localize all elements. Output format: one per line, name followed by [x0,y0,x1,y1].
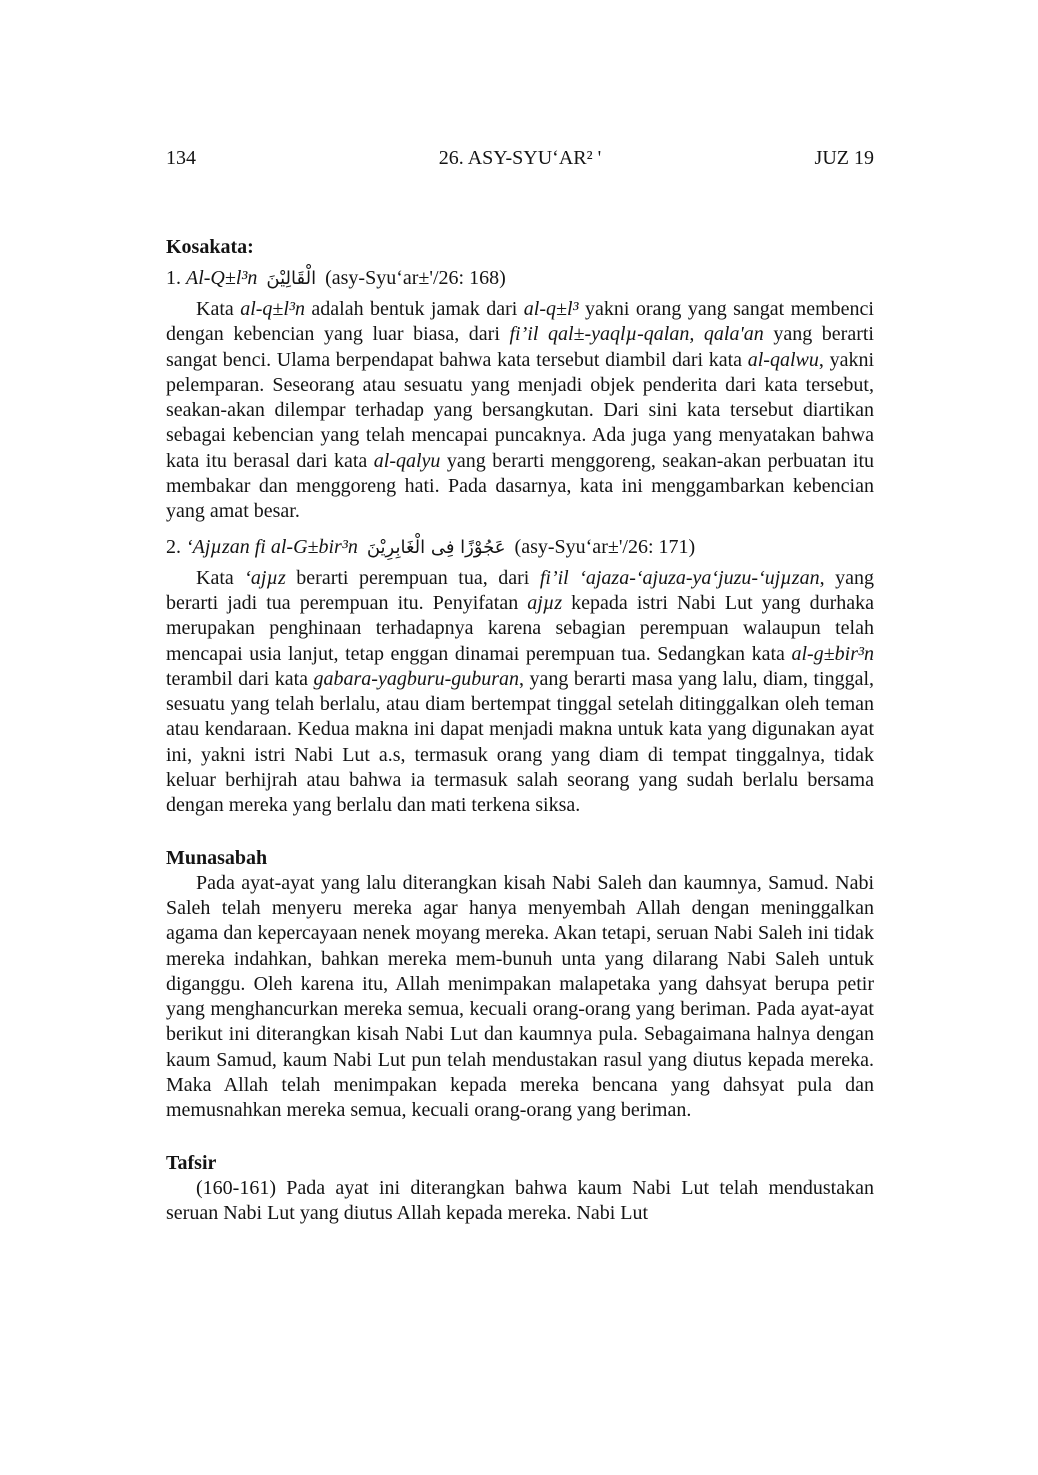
italic-term: ajµz [527,591,563,614]
page [166,145,874,1226]
tafsir-paragraph: (160-161) Pada ayat ini diterangkan bahwa kaum Nabi Lut telah mendustakan seruan Nabi Lut yang diutus Allah kepada mereka. Nabi Lut [166,1176,874,1224]
juz-label: JUZ 19 [814,147,874,169]
vocab-term-number: 1. [166,267,181,289]
italic-term: al-qalyu [373,449,441,472]
vocab-term-arabic: عَجُوْزًا فِى الْغَابِرِيْنَ [366,536,506,558]
vocab-term-2 [166,535,874,560]
vocab-term-number: 2. [166,535,181,558]
kosakata-heading: Kosakata: [166,236,254,258]
vocab-term-arabic: الْقَالِيْنَ [266,268,317,289]
vocab-definition-1: Kata al-q±l³n adalah bentuk jamak dari al-q±l³ yakni orang yang sangat membenci dengan kebencian yang luar biasa, dari fi’il qal±-yaqlµ-qalan, qala'an yang berarti sangat benci. Ulama berpendapat bahwa kata tersebut diambil dari kata al-qalwu, yakni pelemparan. Seseorang atau sesuatu yang menjadi objek penderita dari kata tersebut, seakan-akan dilempar terhadap yang bersangkutan. Dari sini kata tersebut diartikan sebagai kebencian yang telah mencapai puncaknya. Ada juga yang menyatakan bahwa kata itu berasal dari kata al-qalyu yang berarti menggoreng, seakan-akan perbuatan itu membakar dan menggoreng hati. Pada dasarnya, kata ini menggambarkan kebencian yang amat besar. [166,298,875,523]
italic-term: al-qalwu [747,348,819,371]
vocab-term-transliteration: ‘Ajµzan fi al-G±bir³n [186,535,358,558]
italic-term: ‘ajµz [244,566,286,589]
vocab-term-1 [166,266,874,291]
vocab-term-reference: (asy-Syu‘ar±'/26: 168) [325,267,506,289]
running-header [166,145,874,175]
munasabah-paragraph: Pada ayat-ayat yang lalu diterangkan kisah Nabi Saleh dan kaumnya, Samud. Nabi Saleh telah menyeru mereka agar hanya menyembah Allah dengan meninggalkan agama dan kepercayaan nenek moyang mereka. Akan tetapi, seruan Nabi Saleh ini tidak mereka indahkan, bahkan mereka mem-bunuh unta yang dilarang Nabi Saleh untuk diganggu. Oleh karena itu, Allah menimpakan malapetaka yang dahsyat berupa petir yang menghancurkan mereka semua, kecuali orang-orang yang beriman. Pada ayat-ayat berikut ini diterangkan kisah Nabi Lut dan kaumnya pula. Sebagaimana halnya dengan kaum Samud, kaum Nabi Lut pun telah mendustakan rasul yang diutus kepada mereka. Maka Allah telah menimpakan kepada mereka bencana yang dahsyat pula dan memusnahkan mereka semua, kecuali orang-orang yang beriman. [166,871,874,1122]
chapter-title: 26. ASY-SYU‘AR² ' [438,147,602,169]
tafsir-heading: Tafsir [166,1151,217,1174]
italic-term: al-q±l³n [240,298,305,320]
italic-term: gabara-yagburu-guburan [313,667,520,690]
vocab-term-transliteration: Al-Q±l³n [186,267,258,289]
munasabah-heading: Munasabah [166,846,268,869]
italic-term: al-q±l³ [523,298,579,320]
vocab-term-reference: (asy-Syu‘ar±'/26: 171) [514,535,696,558]
italic-term: al-g±bir³n [791,642,874,665]
italic-term: fi’il ‘ajaza-‘ajuza-ya‘juzu-‘ujµzan [539,566,820,589]
italic-term: fi’il qal±-yaqlµ-qalan, qala'an [509,323,764,346]
page-number: 134 [166,147,196,169]
vocab-definition-2: Kata ‘ajµz berarti perempuan tua, dari fi’il ‘ajaza-‘ajuza-ya‘juzu-‘ujµzan, yang berarti jadi tua perempuan itu. Penyifatan ajµz kepada istri Nabi Lut yang durhaka merupakan penghinaan terhadapnya karena sebagian perempuan walaupun telah mencapai usia lanjut, tetap enggan dinamai perempuan tua. Sedangkan kata al-g±bir³n terambil dari kata gabara-yagburu-guburan, yang berarti masa yang lalu, diam, tinggal, sesuatu yang telah berlalu, atau diam bertempat tinggal setelah ditinggalkan oleh teman atau kendaraan. Kedua makna ini dapat menjadi makna untuk kata yang digunakan ayat ini, yakni istri Nabi Lut a.s, termasuk orang yang diam di tempat tinggalnya, tidak keluar berhijrah atau bahwa ia termasuk salah seorang yang sudah berlalu bersama dengan mereka yang berlalu dan mati terkena siksa. [166,566,874,817]
